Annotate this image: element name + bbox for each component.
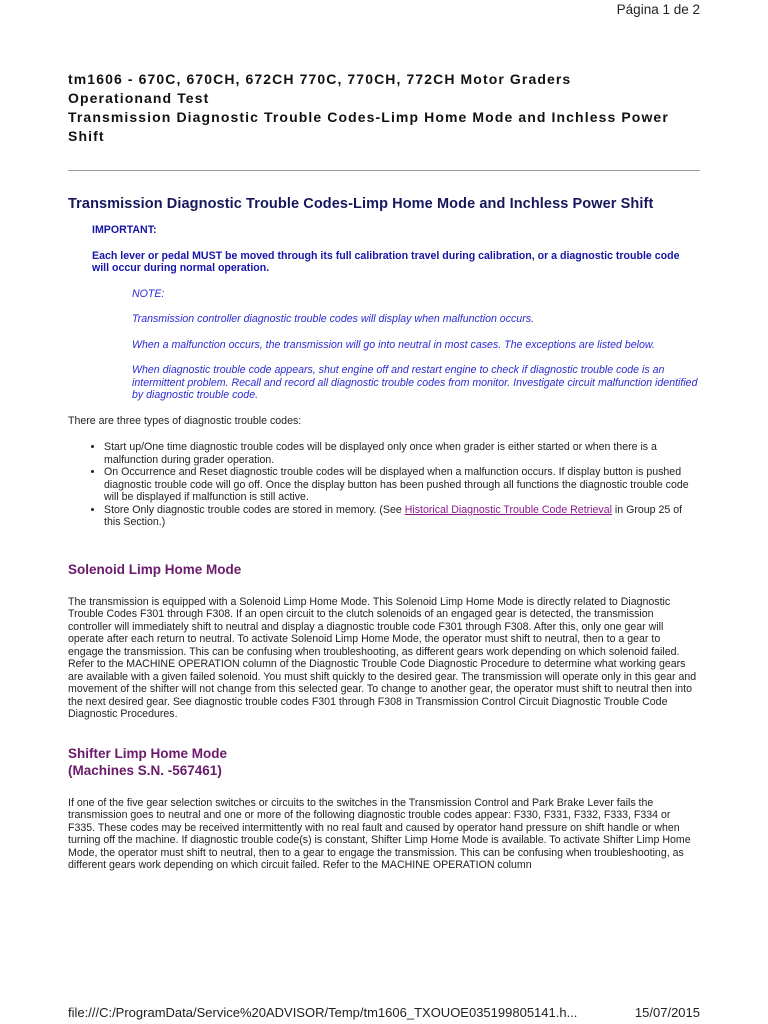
header-subtitle: Operationand Test [68, 90, 210, 106]
note-paragraph-3: When diagnostic trouble code appears, shut engine off and restart engine to check if diagnostic trouble code is an intermittent problem. Recall and record all diagnostic trouble codes from monitor. Investigate circuit malfunction identified by diagnostic trouble code. [132, 364, 698, 401]
list-item: • On Occurrence and Reset diagnostic trouble codes will be displayed when a malfunction occurs. If display button is pushed diagnostic trouble code will go off. Once the display button has been pushed through all functions the diagnostic trouble code will be displayed if malfunction is still active. [104, 466, 698, 504]
important-text: Each lever or pedal MUST be moved through its full calibration travel during calibration, or a diagnostic trouble code will occur during normal operation. [92, 249, 680, 274]
solenoid-paragraph: The transmission is equipped with a Solenoid Limp Home Mode. This Solenoid Limp Home Mode is directly related to Diagnostic Trouble Codes F301 through F308. If an open circuit to the clutch solenoids of an engaged gear is detected, the transmission controller will immediately shift to neutral and display a diagnostic trouble code F301 through F308. After this, only one gear will operate after each return to neutral. To activate Solenoid Limp Home Mode, the operator must shift to neutral, then to a gear to engage the transmission. This can be confusing when troubleshooting, as different gears work depending on which solenoid failed. Refer to the MACHINE OPERATION column of the Diagnostic Trouble Code Diagnostic Procedure to determine what working gears are available with a given failed solenoid. You must shift quickly to the desired gear. The transmission will operate only in this gear and movement of the shifter will not change from this selected gear. To change to another gear, the operator must shift to neutral then into the next desired gear. See diagnostic trouble codes F301 through F308 in Transmission Control Circuit Diagnostic Trouble Code Diagnostic Procedures. [68, 595, 697, 720]
header-divider [68, 170, 700, 171]
important-label: IMPORTANT: [92, 224, 157, 236]
solenoid-section [68, 596, 698, 721]
header-title: tm1606 - 670C, 670CH, 672CH 770C, 770CH, 772CH Motor Graders [68, 71, 572, 87]
types-intro-text: There are three types of diagnostic trouble codes: [68, 414, 302, 427]
note-paragraph-1: Transmission controller diagnostic trouble codes will display when malfunction occurs. [132, 313, 534, 325]
list-item [104, 504, 698, 529]
important-block [92, 224, 698, 275]
historical-dtc-retrieval-link[interactable]: Historical Diagnostic Trouble Code Retrieval [404, 503, 612, 516]
document-header [68, 70, 708, 146]
note-paragraph-2: When a malfunction occurs, the transmission will go into neutral in most cases. The exceptions are listed below. [132, 338, 655, 351]
types-intro [68, 415, 698, 428]
note-label: NOTE: [132, 287, 165, 300]
shifter-section [68, 797, 698, 872]
shifter-limp-home-serial: (Machines S.N. -567461) [68, 762, 222, 778]
shifter-limp-home-heading: Shifter Limp Home Mode [68, 745, 228, 761]
solenoid-limp-home-heading: Solenoid Limp Home Mode [68, 561, 242, 577]
list-item-text: in Group 25 of this Section.) [104, 503, 683, 528]
document-body [68, 196, 698, 884]
note-block [132, 288, 698, 402]
types-list [68, 441, 698, 529]
list-item: • Start up/One time diagnostic trouble codes will be displayed only once when grader is either started or when there is a malfunction during grader operation. [104, 441, 698, 466]
section-title: Transmission Diagnostic Trouble Codes-Limp Home Mode and Inchless Power Shift [68, 196, 654, 212]
print-date: 15/07/2015 [634, 1005, 700, 1020]
list-item-text: Store Only diagnostic trouble codes are stored in memory. (See [104, 503, 405, 516]
header-topic: Transmission Diagnostic Trouble Codes-Limp Home Mode and Inchless Power Shift [68, 109, 669, 144]
shifter-paragraph: If one of the five gear selection switches or circuits to the switches in the Transmission Control and Park Brake Lever fails the transmission goes to neutral and one or more of the following diagnostic trouble codes appear: F330, F331, F332, F333, F334 or F335. These codes may be received intermittently with no real fault and caused by operator hand pressure on shift handle or when turning off the machine. If diagnostic trouble code(s) is constant, Shifter Limp Home Mode is available. To activate Shifter Limp Home Mode, the operator must shift to neutral, then to a gear to engage the transmission. This can be confusing when troubleshooting, as different gears work depending on which circuit failed. Refer to the MACHINE OPERATION column [68, 796, 691, 871]
file-path: file:///C:/ProgramData/Service%20ADVISOR/Temp/tm1606_TXOUOE035199805141.h... [68, 1005, 578, 1020]
page-number: Página 1 de 2 [616, 2, 700, 17]
